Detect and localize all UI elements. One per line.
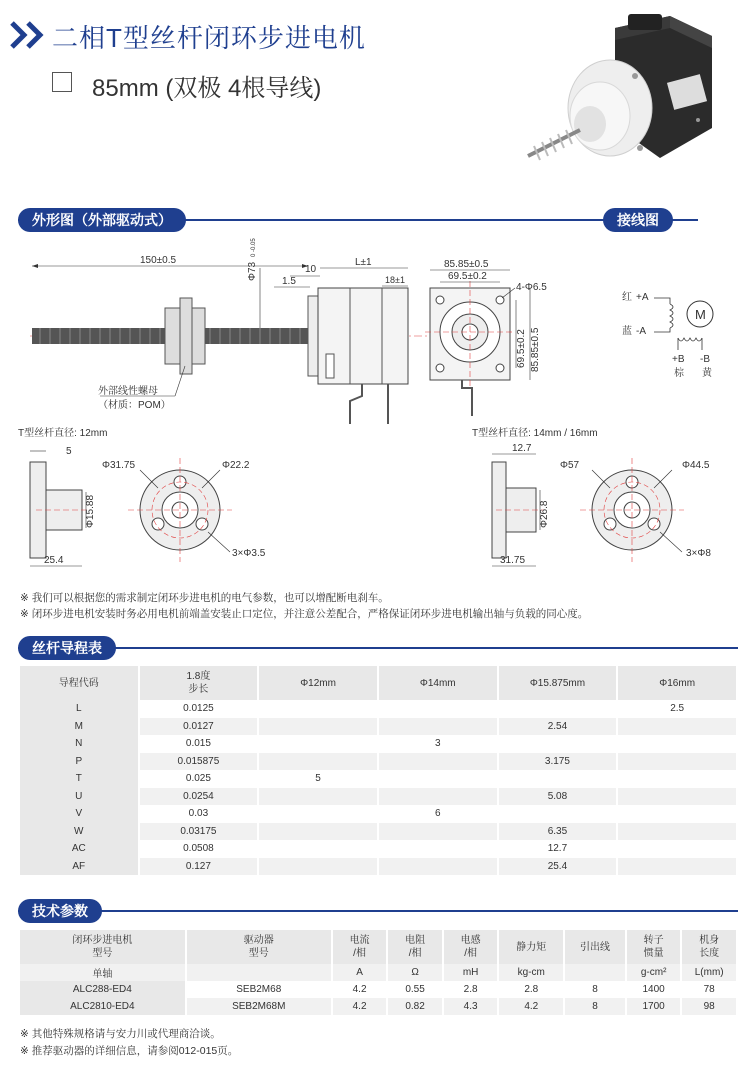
table-cell: 8 — [565, 998, 625, 1015]
lead-header-code: 导程代码 — [20, 666, 138, 700]
table-cell: 0.127 — [140, 858, 258, 876]
motor-product-image — [520, 8, 720, 176]
wiring-diagram — [622, 291, 713, 379]
table-row — [20, 788, 736, 806]
nut16-dim-holes: 3×Φ8 — [686, 548, 711, 559]
dim-69-5: 69.5±0.2 — [448, 271, 487, 282]
tech-header-cell: 引出线 — [565, 930, 625, 964]
lead-code-cell: M — [20, 718, 138, 736]
table-cell — [379, 770, 497, 788]
page-title: 二相T型丝杆闭环步进电机 — [52, 23, 366, 53]
table-cell — [499, 735, 617, 753]
table-cell: 4.3 — [444, 998, 498, 1015]
table-row — [20, 770, 736, 788]
table-cell — [259, 805, 377, 823]
screw-14-16-label: T型丝杆直径: 14mm / 16mm — [472, 428, 598, 439]
table-cell — [618, 718, 736, 736]
nut12-dim-od: Φ31.75 — [102, 460, 136, 471]
lead-header-step: 1.8度 步长 — [140, 666, 258, 700]
table-cell: 0.03 — [140, 805, 258, 823]
table-cell — [379, 788, 497, 806]
nut16-dim-od: Φ57 — [560, 460, 580, 471]
wire-yellow-label: 黄 — [702, 368, 712, 379]
page-subtitle: 85mm (双极 4根导线) — [92, 75, 322, 102]
tech-header-cell: 驱动器 型号 — [187, 930, 331, 964]
lead-code-cell: P — [20, 753, 138, 771]
wire-red-label: 红 — [622, 292, 632, 303]
table-cell: 8 — [565, 981, 625, 998]
lead-table — [18, 666, 738, 875]
lead-code-cell: AC — [20, 840, 138, 858]
dim-L: L±1 — [355, 257, 372, 268]
wire-brown-label: 棕 — [674, 368, 684, 379]
table-cell — [379, 753, 497, 771]
lead-code-cell: W — [20, 823, 138, 841]
note-top-2: ※ 闭环步进电机安装时务必用电机前端盖安装止口定位，并注意公差配合，严格保证闭环步进电机输出轴与负载的同心度。 — [20, 608, 589, 620]
unit-cell — [187, 964, 331, 981]
table-cell — [379, 858, 497, 876]
table-cell: 25.4 — [499, 858, 617, 876]
lead-header-14: Φ14mm — [379, 666, 497, 700]
tech-header-cell: 静力矩 — [499, 930, 563, 964]
table-row — [20, 753, 736, 771]
nut12-dim-bore: Φ22.2 — [222, 460, 250, 471]
lead-code-cell: N — [20, 735, 138, 753]
section-divider — [18, 910, 738, 912]
table-cell: 6.35 — [499, 823, 617, 841]
dim-85-85-v: 85.85±0.5 — [530, 327, 541, 372]
table-cell: 0.82 — [388, 998, 442, 1015]
lead-code-cell: V — [20, 805, 138, 823]
table-cell — [259, 700, 377, 718]
lead-header-16: Φ16mm — [618, 666, 736, 700]
note-top-1: ※ 我们可以根据您的需求制定闭环步进电机的电气参数，也可以增配断电刹车。 — [20, 592, 389, 604]
table-cell — [379, 718, 497, 736]
section-title-outline: 外形图（外部驱动式） — [18, 208, 186, 232]
table-row — [20, 805, 736, 823]
table-cell: 0.015875 — [140, 753, 258, 771]
note-bottom-1: ※ 其他特殊规格请与安力川或代理商洽谈。 — [20, 1028, 221, 1040]
dim-85-85: 85.85±0.5 — [444, 259, 489, 270]
table-row — [20, 840, 736, 858]
nut-14-16mm-views — [472, 426, 711, 566]
table-cell: 4.2 — [333, 998, 387, 1015]
nut16-dim-h: Φ26.8 — [539, 500, 550, 528]
table-cell: 1700 — [627, 998, 681, 1015]
nut12-dim-holes: 3×Φ3.5 — [232, 548, 266, 559]
lead-header-15875: Φ15.875mm — [499, 666, 617, 700]
table-cell — [259, 735, 377, 753]
lead-table-header — [20, 666, 736, 700]
table-cell: 0.025 — [140, 770, 258, 788]
tech-header-cell: 电流 /相 — [333, 930, 387, 964]
table-cell — [259, 753, 377, 771]
motor-symbol: M — [695, 307, 706, 322]
table-cell — [618, 805, 736, 823]
table-cell: 0.0508 — [140, 840, 258, 858]
table-cell: 0.03175 — [140, 823, 258, 841]
unit-cell: g-cm² — [627, 964, 681, 981]
checkbox-square-icon — [52, 72, 72, 92]
model-cell: ALC2810-ED4 — [20, 998, 185, 1015]
table-row — [20, 981, 736, 998]
dim-4-hole: 4-Φ6.5 — [516, 282, 547, 293]
table-cell: 3 — [379, 735, 497, 753]
section-title-lead-table: 丝杆导程表 — [18, 636, 116, 660]
table-cell — [618, 753, 736, 771]
nut16-dim-bore: Φ44.5 — [682, 460, 710, 471]
dim-10: 10 — [305, 264, 317, 275]
dim-18: 18±1 — [385, 275, 405, 285]
table-cell: 0.0254 — [140, 788, 258, 806]
side-view — [30, 238, 430, 424]
wire-minus-b-label: -B — [700, 354, 710, 365]
table-row — [20, 858, 736, 876]
table-cell: 2.54 — [499, 718, 617, 736]
dim-73-tol: 0 -0.05 — [251, 238, 257, 257]
nut16-dim-len: 31.75 — [500, 555, 526, 566]
table-cell — [259, 840, 377, 858]
tech-header-cell: 电感 /相 — [444, 930, 498, 964]
table-cell — [618, 858, 736, 876]
lead-code-cell: AF — [20, 858, 138, 876]
dim-150: 150±0.5 — [140, 255, 177, 266]
table-cell: 1400 — [627, 981, 681, 998]
table-cell: 4.2 — [333, 981, 387, 998]
lead-code-cell: U — [20, 788, 138, 806]
table-cell — [618, 788, 736, 806]
nut12-dim-h: Φ15.88 — [85, 494, 96, 528]
table-cell: 4.2 — [499, 998, 563, 1015]
table-row — [20, 823, 736, 841]
unit-cell: kg-cm — [499, 964, 563, 981]
model-cell: ALC288-ED4 — [20, 981, 185, 998]
table-cell: 0.55 — [388, 981, 442, 998]
table-cell: 0.015 — [140, 735, 258, 753]
chevron-double-icon — [10, 20, 54, 50]
nut-label-2: （材质：POM） — [98, 400, 171, 411]
unit-cell: 单轴 — [20, 964, 185, 981]
table-cell: 78 — [682, 981, 736, 998]
table-cell — [618, 770, 736, 788]
lead-code-cell: L — [20, 700, 138, 718]
lead-header-12: Φ12mm — [259, 666, 377, 700]
table-row — [20, 998, 736, 1015]
table-cell — [379, 840, 497, 858]
table-cell: 2.5 — [618, 700, 736, 718]
nut16-dim-w: 12.7 — [512, 443, 532, 454]
table-cell: 0.0125 — [140, 700, 258, 718]
note-bottom-2: ※ 推荐驱动器的详细信息，请参阅012-015页。 — [20, 1045, 239, 1057]
table-cell: 2.8 — [499, 981, 563, 998]
nut12-dim-len: 25.4 — [44, 555, 64, 566]
wire-plus-b-label: +B — [672, 354, 685, 365]
table-cell — [379, 823, 497, 841]
unit-cell: mH — [444, 964, 498, 981]
table-cell — [499, 770, 617, 788]
unit-cell: Ω — [388, 964, 442, 981]
table-cell — [618, 823, 736, 841]
lead-code-cell: T — [20, 770, 138, 788]
table-cell — [259, 718, 377, 736]
front-view — [425, 259, 547, 416]
tech-header-cell: 转子 惯量 — [627, 930, 681, 964]
table-cell: SEB2M68 — [187, 981, 331, 998]
unit-cell: L(mm) — [682, 964, 736, 981]
table-cell: SEB2M68M — [187, 998, 331, 1015]
table-cell: 12.7 — [499, 840, 617, 858]
dim-69-5-v: 69.5±0.2 — [516, 329, 527, 368]
nut-12mm-views — [18, 426, 266, 566]
wire-plus-a-label: +A — [636, 292, 649, 303]
table-row — [20, 700, 736, 718]
unit-cell: A — [333, 964, 387, 981]
section-title-tech: 技术参数 — [18, 899, 102, 923]
table-cell — [499, 805, 617, 823]
table-cell: 5 — [259, 770, 377, 788]
table-cell: 0.0127 — [140, 718, 258, 736]
nut12-dim-5: 5 — [66, 446, 72, 457]
table-cell — [259, 788, 377, 806]
tech-header-cell: 闭环步进电机 型号 — [20, 930, 185, 964]
unit-cell — [565, 964, 625, 981]
table-cell: 3.175 — [499, 753, 617, 771]
table-cell: 6 — [379, 805, 497, 823]
tech-units-row — [20, 964, 736, 981]
section-divider — [18, 647, 738, 649]
tech-table — [18, 930, 738, 1015]
dim-1-5: 1.5 — [282, 276, 296, 287]
wire-minus-a-label: -A — [636, 326, 646, 337]
tech-header-cell: 电阻 /相 — [388, 930, 442, 964]
table-cell — [499, 700, 617, 718]
tech-table-header — [20, 930, 736, 964]
tech-header-cell: 机身 长度 — [682, 930, 736, 964]
table-cell: 5.08 — [499, 788, 617, 806]
table-cell — [379, 700, 497, 718]
section-title-wiring: 接线图 — [603, 208, 673, 232]
table-row — [20, 735, 736, 753]
table-cell — [259, 823, 377, 841]
table-row — [20, 718, 736, 736]
table-cell: 2.8 — [444, 981, 498, 998]
table-cell — [618, 840, 736, 858]
screw-12-label: T型丝杆直径: 12mm — [18, 428, 108, 439]
outline-drawing — [10, 236, 750, 581]
wire-blue-label: 蓝 — [622, 326, 632, 337]
table-cell — [259, 858, 377, 876]
nut-label-1: 外部线性螺母 — [98, 386, 158, 397]
table-cell: 98 — [682, 998, 736, 1015]
dim-73: Φ73 — [247, 261, 258, 281]
table-cell — [618, 735, 736, 753]
